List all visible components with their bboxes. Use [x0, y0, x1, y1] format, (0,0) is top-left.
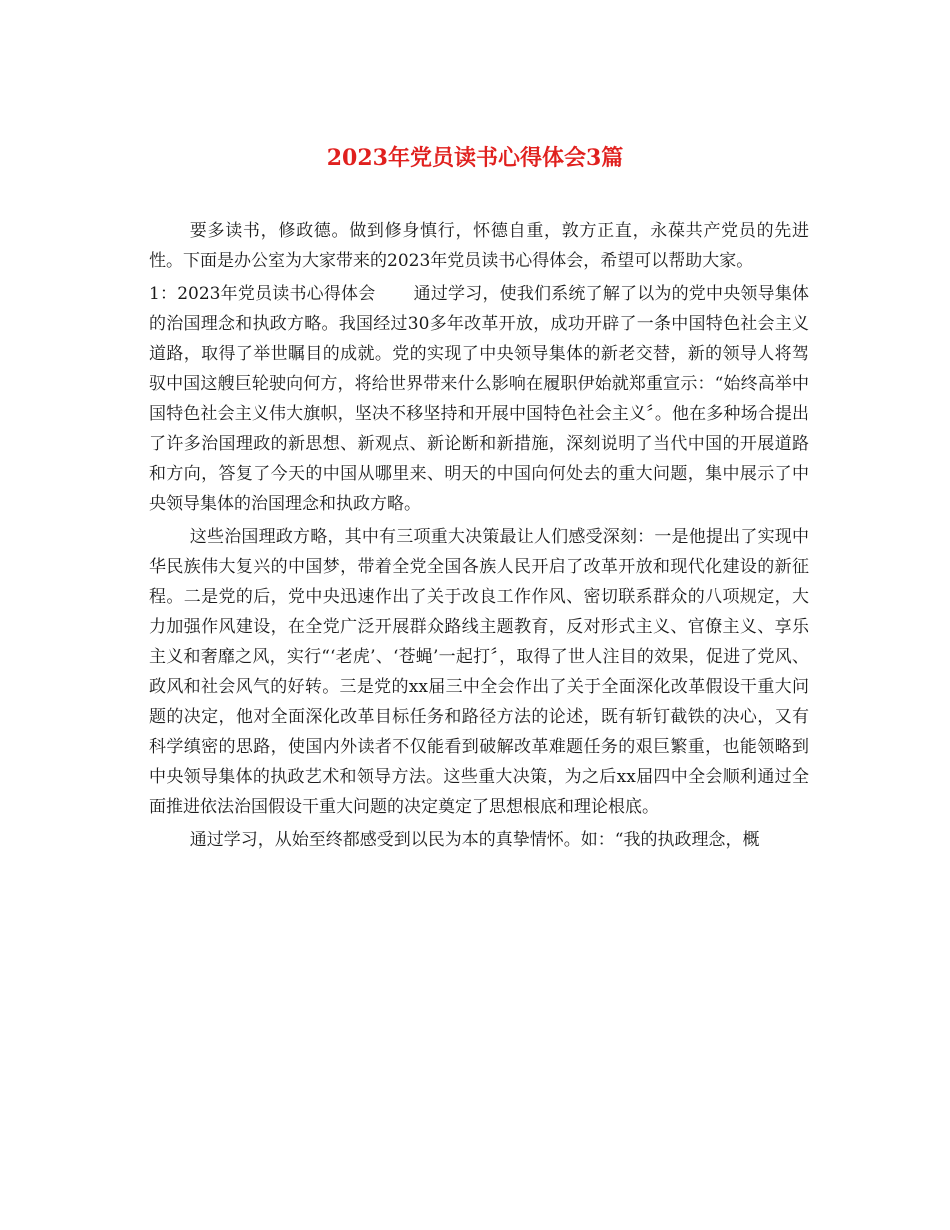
section-1-paragraph-1: 通过学习，使我们系统了解了以为的党中央领导集体的治国理念和执政方略。我国经过30多年改革开放，成功开辟了一条中国特色社会主义道路，取得了举世瞩目的成就。党的实现了中央领导集体的新老交替，新的领导人将驾驭中国这艘巨轮驶向何方，将给世界带来什么影响在履职伊始就郑重宣示：“始终高举中国特色社会主义伟大旗帜，坚决不移坚持和开展中国特色社会主义〞。他在多种场合提出了许多治国理政的新思想、新观点、新论断和新措施，深刻说明了当代中国的开展道路和方向，答复了今天的中国从哪里来、明天的中国向何处去的重大问题，集中展示了中央领导集体的治国理念和执政方略。: [149, 284, 809, 514]
page-title: 2023年党员读书心得体会3篇: [326, 145, 624, 171]
intro-paragraph: 要多读书，修政德。做到修身慎行，怀德自重，敦方正直，永葆共产党员的先进性。下面是办公室为大家带来的2023年党员读书心得体会，希望可以帮助大家。: [149, 221, 809, 271]
section-1-paragraph-3: 通过学习，从始至终都感受到以民为本的真挚情怀。如：“我的执政理念，概: [189, 830, 760, 850]
document-body: [149, 216, 809, 858]
section-1-heading: 1：2023年党员读书心得体会: [149, 284, 376, 304]
section-1-paragraph-2: 这些治国理政方略，其中有三项重大决策最让人们感受深刻：一是他提出了实现中华民族伟大复兴的中国梦，带着全党全国各族人民开启了改革开放和现代化建设的新征程。二是党的后，党中央迅速作出了关于改良工作作风、密切联系群众的八项规定，大力加强作风建设，在全党广泛开展群众路线主题教育，反对形式主义、官僚主义、享乐主义和奢靡之风，实行“‘老虎’、‘苍蝇’一起打〞，取得了世人注目的效果，促进了党风、政风和社会风气的好转。三是党的xx届三中全会作出了关于全面深化改革假设干重大问题的决定，他对全面深化改革目标任务和路径方法的论述，既有斩钉截铁的决心，又有科学缜密的思路，使国内外读者不仅能看到破解改革难题任务的艰巨繁重，也能领略到中央领导集体的执政艺术和领导方法。这些重大决策，为之后xx届四中全会顺利通过全面推进依法治国假设干重大问题的决定奠定了思想根底和理论根底。: [149, 527, 809, 817]
section-1-first-paragraph: [149, 279, 809, 519]
